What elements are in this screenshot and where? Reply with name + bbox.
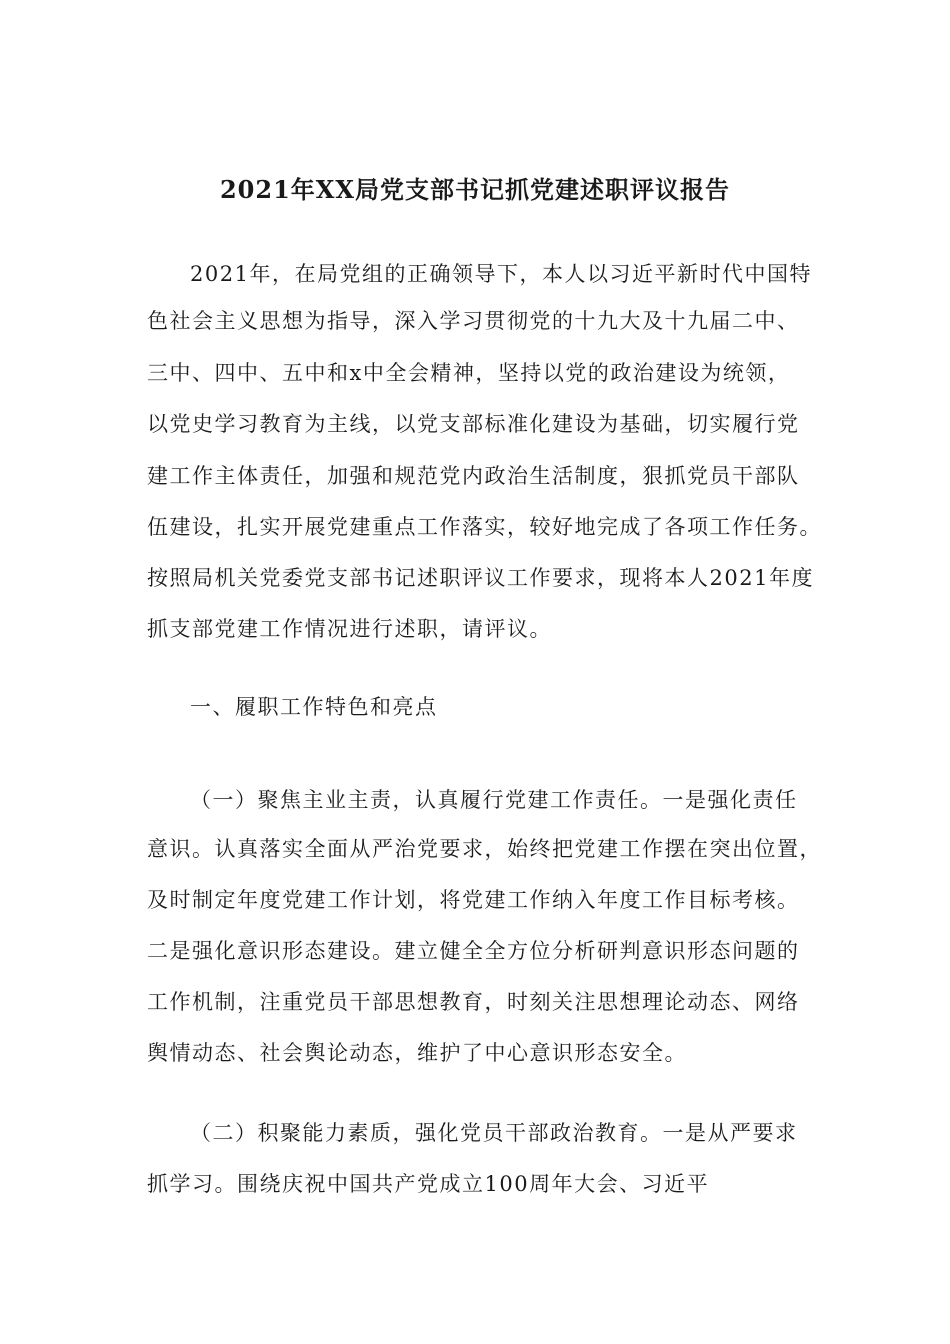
- para1-line-3: 及时制定年度党建工作计划，将党建工作纳入年度工作目标考核。: [147, 888, 800, 912]
- para1-line-4: 二是强化意识形态建设。建立健全全方位分析研判意识形态问题的: [147, 939, 800, 963]
- intro-line-6: 伍建设，扎实开展党建重点工作落实，较好地完成了各项工作任务。: [147, 515, 822, 539]
- para2-line-2: 抓学习。围绕庆祝中国共产党成立100周年大会、习近平: [147, 1172, 710, 1196]
- intro-line-2: 色社会主义思想为指导，深入学习贯彻党的十九大及十九届二中、: [147, 309, 800, 333]
- intro-line-3: 三中、四中、五中和x中全会精神，坚持以党的政治建设为统领，: [147, 361, 791, 385]
- intro-line-4: 以党史学习教育为主线，以党支部标准化建设为基础，切实履行党: [147, 412, 800, 436]
- para1-line-2: 意识。认真落实全面从严治党要求，始终把党建工作摆在突出位置，: [147, 837, 822, 861]
- section-heading: 一、履职工作特色和亮点: [190, 695, 438, 719]
- document-title: 2021年XX局党支部书记抓党建述职评议报告: [219, 175, 731, 204]
- para1-line-6: 舆情动态、社会舆论动态，维护了中心意识形态安全。: [147, 1041, 687, 1065]
- intro-line-5: 建工作主体责任，加强和规范党内政治生活制度，狠抓党员干部队: [147, 464, 800, 488]
- intro-line-7: 按照局机关党委党支部书记述职评议工作要求，现将本人2021年度: [147, 566, 814, 590]
- para1-line-1: （一）聚焦主业主责，认真履行党建工作责任。一是强化责任: [190, 788, 798, 812]
- para1-line-5: 工作机制，注重党员干部思想教育，时刻关注思想理论动态、网络: [147, 990, 800, 1014]
- intro-line-1: 2021年，在局党组的正确领导下，本人以习近平新时代中国特: [190, 262, 812, 286]
- para2-line-1: （二）积聚能力素质，强化党员干部政治教育。一是从严要求: [190, 1121, 798, 1145]
- intro-line-8: 抓支部党建工作情况进行述职，请评议。: [147, 617, 552, 641]
